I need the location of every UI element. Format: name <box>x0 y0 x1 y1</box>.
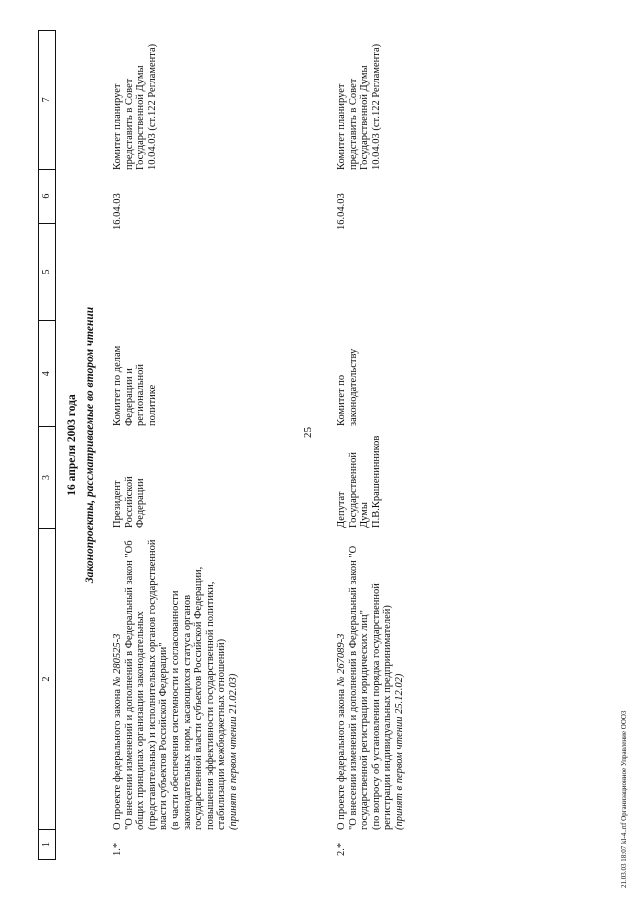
bill-number: № 267089-3 <box>336 633 347 687</box>
accepted-note: (принят в первом чтении 21.02.03) <box>227 673 239 830</box>
initiator: Президент Российской Федерации <box>112 476 147 528</box>
bill-description <box>336 530 406 830</box>
date-title: 16 апреля 2003 года <box>66 394 78 496</box>
bill-prefix: О проекте федерального закона <box>336 686 347 830</box>
bill-body: "О внесении изменений и дополнений в Федеральный закон "Об общих принципах организации законодательных (представительных) и исполнительных органов государственной власти субъектов Российской Федерации" (в части обеспечения системности и согласованности законодательных норм, касающихся статуса органов государственной власти субъектов Российской Федерации, повышения эффективности государственной политики, стабилизации межбюджетных отношений) <box>123 539 228 830</box>
footer-text: 21.03.03 18:07 kl-4..rtf Организационное Управление ООО3 <box>620 710 628 888</box>
header-col-4: 4 <box>39 320 55 426</box>
bill-body: "О внесении изменений и дополнений в Федеральный закон "О государственной регистрации юридических лиц" (по вопросу об установлении порядка государственной регистрации индивидуальных предпринимателей) <box>347 545 394 830</box>
rotated-table-page <box>38 30 458 860</box>
bill-number: № 280525-3 <box>112 633 123 687</box>
committee: Комитет по делам Федерации и региональной политике <box>112 345 158 426</box>
header-col-1: 1 <box>39 829 55 859</box>
bill-prefix: О проекте федерального закона <box>112 686 123 830</box>
row-number: 1.* <box>112 842 123 856</box>
consideration-date: 16.04.03 <box>112 193 123 230</box>
note: Комитет планирует представить в Совет Государственной Думы 10.04.03 (ст.122 Регламента) <box>112 43 158 170</box>
header-col-2: 2 <box>39 528 55 829</box>
committee: Комитет по законодательству <box>336 348 359 426</box>
header-col-6: 6 <box>39 169 55 223</box>
header-col-7: 7 <box>41 97 52 103</box>
row-number: 2.* <box>336 842 347 856</box>
initiator: Депутат Государственной Думы П.В.Крашенинников <box>336 435 382 528</box>
accepted-note: (принят в первом чтении 25.12.02) <box>393 673 405 830</box>
header-col-5: 5 <box>39 223 55 321</box>
note: Комитет планирует представить в Совет Государственной Думы 10.04.03 (ст.122 Регламента) <box>336 43 382 170</box>
table-header-row <box>38 30 56 860</box>
consideration-date: 16.04.03 <box>336 193 347 230</box>
section-title: Законопроекты, рассматриваемые во втором чтении <box>84 306 96 584</box>
page-number: 25 <box>302 427 314 438</box>
header-col-3: 3 <box>39 426 55 528</box>
bill-description <box>112 530 240 830</box>
